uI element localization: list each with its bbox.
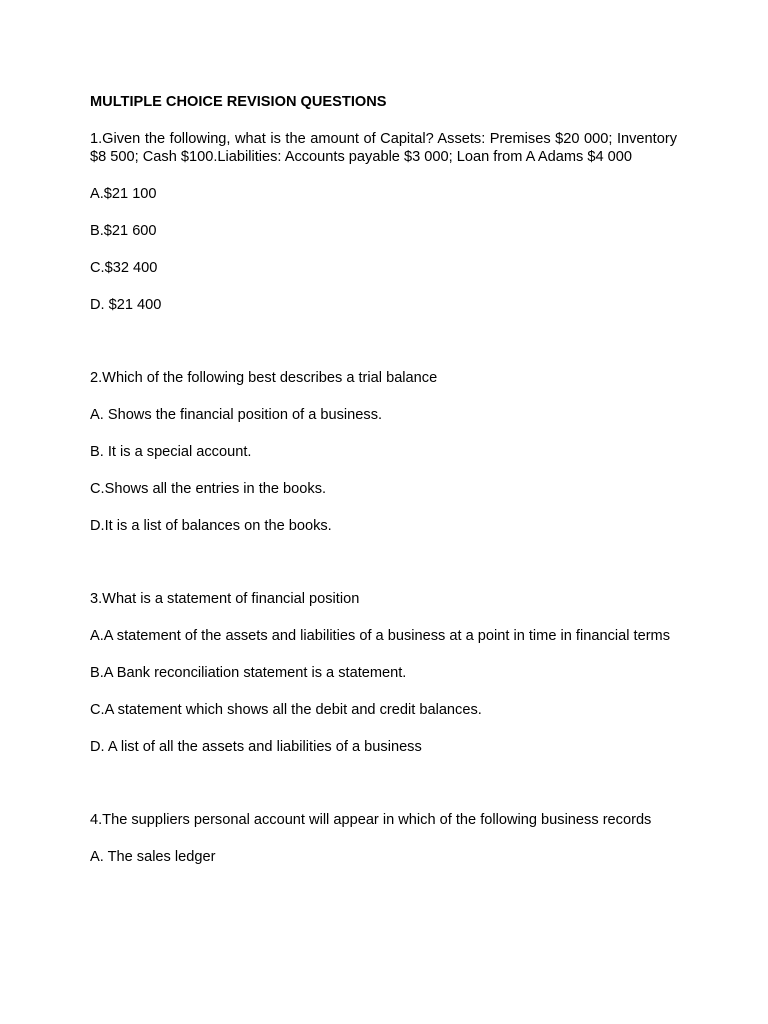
document-page bbox=[90, 93, 677, 885]
blank-line bbox=[90, 333, 677, 369]
question-text: 2.Which of the following best describes a trial balance bbox=[90, 370, 438, 386]
option-d: D.It is a list of balances on the books. bbox=[90, 518, 332, 534]
option-d: D. $21 400 bbox=[90, 297, 162, 313]
question-text: 3.What is a statement of financial position bbox=[90, 591, 360, 607]
option-a: A. The sales ledger bbox=[90, 849, 216, 865]
option-c: C.Shows all the entries in the books. bbox=[90, 481, 327, 497]
question-4 bbox=[90, 811, 677, 867]
blank-line bbox=[90, 554, 677, 590]
option-b: B. It is a special account. bbox=[90, 444, 252, 460]
document-title: MULTIPLE CHOICE REVISION QUESTIONS bbox=[90, 94, 387, 110]
question-3 bbox=[90, 590, 677, 757]
question-text: 1.Given the following, what is the amount of Capital? Assets: Premises $20 000; Inventory $8 500; Cash $100.Liabilities: Accounts payable $3 000; Loan from A Adams $4 000 bbox=[90, 130, 677, 165]
option-b: B.A Bank reconciliation statement is a statement. bbox=[90, 665, 407, 681]
option-b: B.$21 600 bbox=[90, 223, 157, 239]
blank-line bbox=[90, 775, 677, 811]
option-c: C.A statement which shows all the debit and credit balances. bbox=[90, 702, 482, 718]
option-a: A.A statement of the assets and liabilities of a business at a point in time in financial terms bbox=[90, 628, 671, 644]
question-1 bbox=[90, 130, 677, 315]
question-text: 4.The suppliers personal account will appear in which of the following business records bbox=[90, 812, 652, 828]
question-2 bbox=[90, 369, 677, 536]
option-d: D. A list of all the assets and liabilities of a business bbox=[90, 739, 422, 755]
option-a: A. Shows the financial position of a business. bbox=[90, 407, 383, 423]
option-c: C.$32 400 bbox=[90, 260, 158, 276]
option-a: A.$21 100 bbox=[90, 186, 157, 202]
